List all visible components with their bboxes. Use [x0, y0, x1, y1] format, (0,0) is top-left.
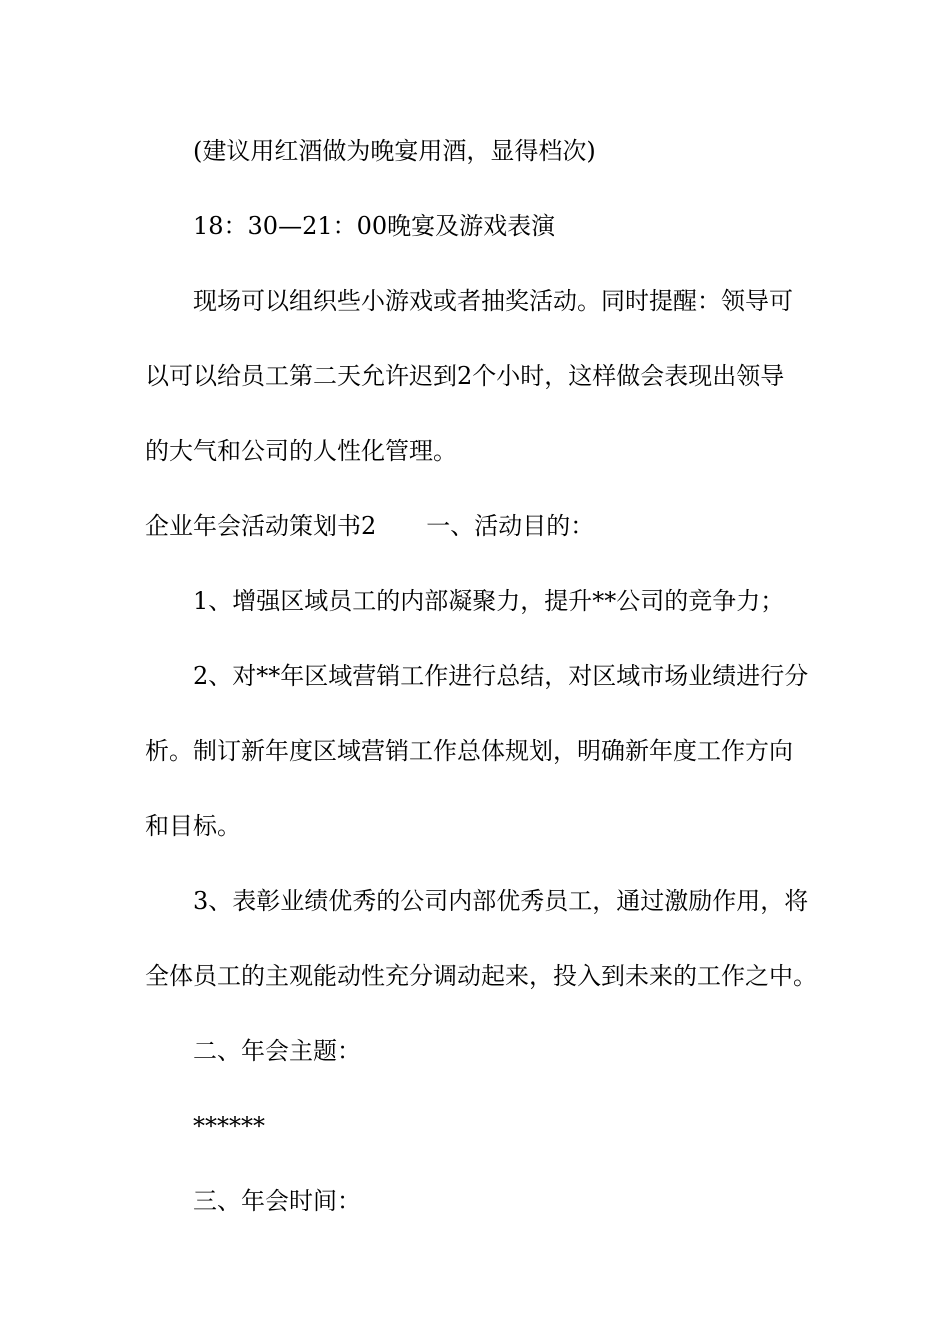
list-item-3-line-1: 3、表彰业绩优秀的公司内部优秀员工，通过激励作用，将 — [193, 887, 809, 915]
paragraph-wine-note: (建议用红酒做为晚宴用酒，显得档次) — [193, 137, 596, 165]
paragraph-games-line-2: 以可以给员工第二天允许迟到2个小时，这样做会表现出领导 — [145, 362, 785, 390]
paragraph-dinner-time: 18：30—21：00晚宴及游戏表演 — [193, 212, 556, 240]
heading-activity-purpose: 一、活动目的： — [426, 512, 595, 540]
section-heading-row — [145, 511, 594, 541]
paragraph-games-line-1: 现场可以组织些小游戏或者抽奖活动。同时提醒：领导可 — [193, 287, 793, 315]
list-item-2-line-3: 和目标。 — [145, 812, 241, 840]
heading-annual-time: 三、年会时间： — [193, 1187, 361, 1215]
list-item-3-line-2: 全体员工的主观能动性充分调动起来，投入到未来的工作之中。 — [145, 962, 817, 990]
list-item-2-line-2: 析。制订新年度区域营销工作总体规划，明确新年度工作方向 — [145, 737, 793, 765]
list-item-1: 1、增强区域员工的内部凝聚力，提升**公司的竞争力； — [193, 587, 785, 615]
paragraph-games-line-3: 的大气和公司的人性化管理。 — [145, 437, 457, 465]
list-item-2-line-1: 2、对**年区域营销工作进行总结，对区域市场业绩进行分 — [193, 662, 809, 690]
heading-annual-theme: 二、年会主题： — [193, 1037, 361, 1065]
document-title: 企业年会活动策划书2 — [145, 512, 377, 540]
theme-placeholder: ****** — [193, 1112, 265, 1140]
